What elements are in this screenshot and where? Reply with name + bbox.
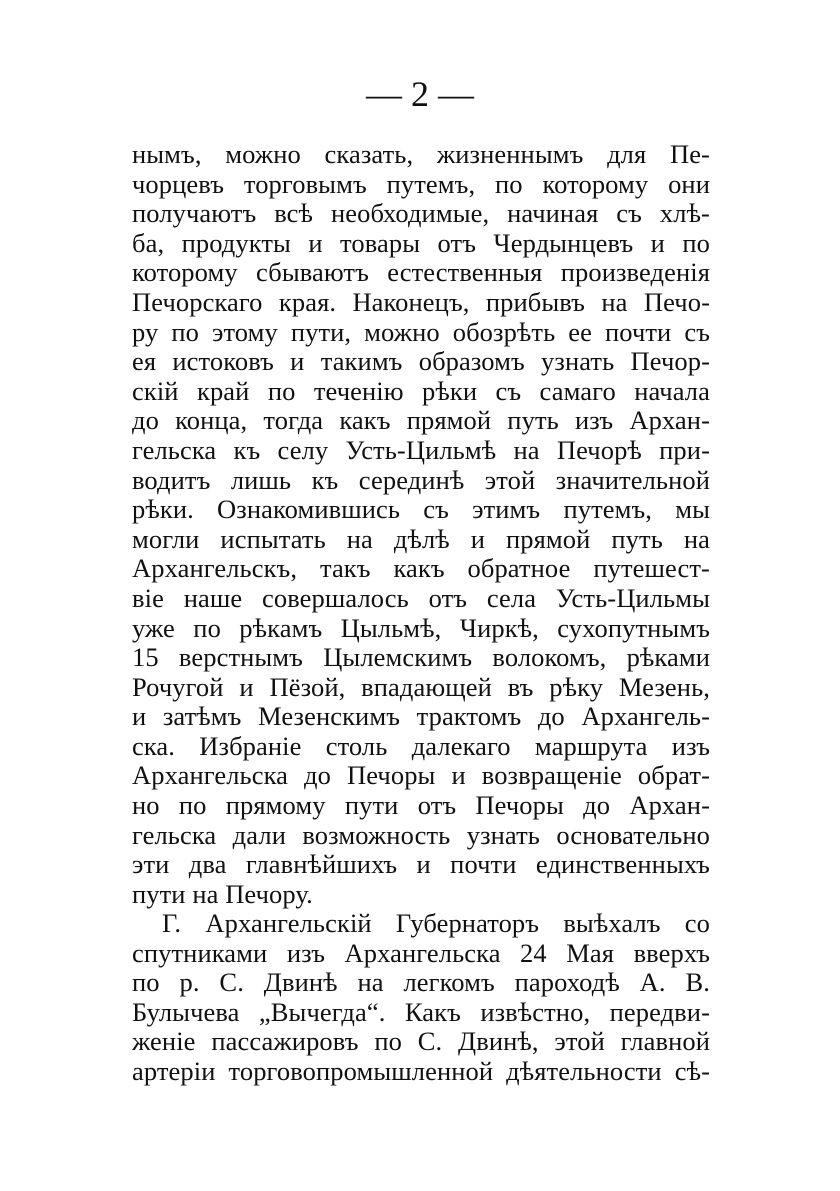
text-line: Рочугой и Пёзой, впадающей въ рѣку Мезень, (132, 671, 710, 702)
text-line: до конца, тогда какъ прямой путь изъ Архан- (132, 405, 710, 436)
text-line: гельска дали возможность узнать основательно (132, 819, 710, 850)
text-line: артеріи торговопромышленной дѣятельности сѣ- (132, 1055, 710, 1086)
text-line: ру по этому пути, можно обозрѣть ее почти съ (132, 316, 710, 347)
text-line: ба, продукты и товары отъ Чердынцевъ и по (132, 227, 710, 258)
page-number: — 2 — (366, 74, 474, 114)
text-line: рѣки. Ознакомившись съ этимъ путемъ, мы (132, 494, 710, 525)
text-line: эти два главнѣйшихъ и почти единственныхъ (132, 849, 710, 880)
text-line: віе наше совершалось отъ села Усть-Цильмы (132, 582, 710, 613)
text-line: спутниками изъ Архангельска 24 Мая вверхъ (132, 937, 710, 968)
text-line: Архангельска до Печоры и возвращеніе обрат- (132, 760, 710, 791)
text-line: могли испытать на дѣлѣ и прямой путь на (132, 523, 710, 554)
text-line: Г. Архангельскій Губернаторъ выѣхалъ со (162, 908, 710, 938)
text-line: пути на Печору. (132, 878, 313, 909)
text-line: и затѣмъ Мезенскимъ трактомъ до Архангель- (132, 701, 710, 732)
text-line: нымъ, можно сказать, жизненнымъ для Пе- (132, 139, 710, 169)
text-line: получаютъ всѣ необходимые, начиная съ хлѣ- (132, 198, 710, 229)
text-line: Булычева „Вычегда“. Какъ извѣстно, передви- (132, 996, 710, 1027)
text-line: скій край по теченію рѣки съ самаго начала (132, 375, 710, 406)
text-line: уже по рѣкамъ Цыльмѣ, Чиркѣ, сухопутнымъ (132, 612, 710, 643)
paragraph-2 (132, 909, 710, 1087)
text-line: 15 верстнымъ Цылемскимъ волокомъ, рѣками (132, 642, 710, 673)
text-line: женіе пассажировъ по С. Двинѣ, этой главной (132, 1026, 710, 1057)
text-line: чорцевъ торговымъ путемъ, по которому они (132, 168, 710, 199)
text-line: Архангельскъ, такъ какъ обратное путешест- (132, 553, 710, 584)
text-line: гельска къ селу Усть-Цильмѣ на Печорѣ при- (132, 434, 710, 465)
text-line: ея истоковъ и такимъ образомъ узнать Печор- (132, 346, 710, 377)
text-line: по р. С. Двинѣ на легкомъ пароходѣ А. В. (132, 967, 710, 998)
text-line: Печорскаго края. Наконецъ, прибывъ на Печо- (132, 286, 710, 317)
text-line: которому сбываютъ естественныя произведенія (132, 257, 710, 288)
paragraph-1 (132, 140, 710, 909)
text-line: водитъ лишь къ серединѣ этой значительной (132, 464, 710, 495)
text-line: ска. Избраніе столь далекаго маршрута изъ (132, 730, 710, 761)
text-line: но по прямому пути отъ Печоры до Архан- (132, 790, 710, 821)
